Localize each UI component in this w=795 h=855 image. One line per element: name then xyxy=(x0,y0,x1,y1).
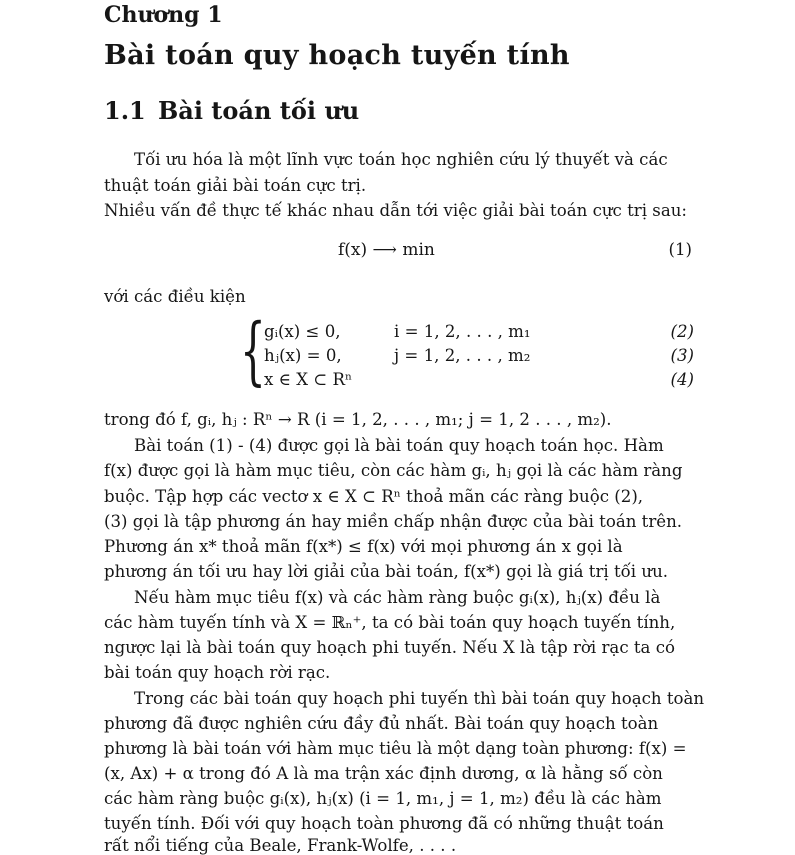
paragraph-line: thuật toán giải bài toán cực trị. xyxy=(104,176,367,195)
body-line: (x, Ax) + α trong đó A là ma trận xác định dương, α là hằng số còn xyxy=(104,764,663,783)
body-line: Nếu hàm mục tiêu f(x) và các hàm ràng buộc gᵢ(x), hⱼ(x) đều là xyxy=(134,588,661,607)
body-line: f(x) được gọi là hàm mục tiêu, còn các hàm gᵢ, hⱼ gọi là các hàm ràng xyxy=(104,461,683,480)
system-row-tag: (4) xyxy=(670,370,694,389)
equation-1-number: (1) xyxy=(668,240,692,259)
body-line: phương án tối ưu hay lời giải của bài toán, f(x*) gọi là giá trị tối ưu. xyxy=(104,562,669,581)
body-line: phương đã được nghiên cứu đầy đủ nhất. Bài toán quy hoạch toàn xyxy=(104,714,659,733)
system-row-lhs: hⱼ(x) = 0, xyxy=(264,346,342,365)
system-row-tag: (2) xyxy=(670,322,694,341)
paragraph-line: Tối ưu hóa là một lĩnh vực toán học nghiên cứu lý thuyết và các xyxy=(134,150,668,169)
chapter-title: Bài toán quy hoạch tuyến tính xyxy=(104,40,570,71)
body-line: bài toán quy hoạch rời rạc. xyxy=(104,663,331,682)
body-line: ngược lại là bài toán quy hoạch phi tuyến. Nếu X là tập rời rạc ta có xyxy=(104,638,676,657)
system-row-rhs: j = 1, 2, . . . , m₂ xyxy=(394,346,531,365)
body-line: các hàm ràng buộc gᵢ(x), hⱼ(x) (i = 1, m₁, j = 1, m₂) đều là các hàm xyxy=(104,789,662,808)
body-line: rất nổi tiếng của Beale, Frank-Wolfe, . . . . xyxy=(104,836,457,855)
system-brace: { xyxy=(240,308,266,394)
section-heading xyxy=(104,96,359,125)
chapter-label: Chương 1 xyxy=(104,2,223,28)
section-number: 1.1 xyxy=(104,96,146,125)
body-line: Bài toán (1) - (4) được gọi là bài toán quy hoạch toán học. Hàm xyxy=(134,436,664,455)
body-line: Trong các bài toán quy hoạch phi tuyến thì bài toán quy hoạch toàn xyxy=(134,689,705,708)
section-title: Bài toán tối ưu xyxy=(158,96,360,125)
body-line: các hàm tuyến tính và X = ℝₙ⁺, ta có bài toán quy hoạch tuyến tính, xyxy=(104,613,676,632)
system-row-lhs: x ∈ X ⊂ Rⁿ xyxy=(264,370,353,389)
body-line: buộc. Tập hợp các vectơ x ∈ X ⊂ Rⁿ thoả mãn các ràng buộc (2), xyxy=(104,487,644,506)
body-line: Phương án x* thoả mãn f(x*) ≤ f(x) với mọi phương án x gọi là xyxy=(104,537,623,556)
body-line: (3) gọi là tập phương án hay miền chấp nhận được của bài toán trên. xyxy=(104,512,683,531)
equation-1-expression: f(x) ⟶ min xyxy=(338,240,435,260)
body-line: trong đó f, gᵢ, hⱼ : Rⁿ → R (i = 1, 2, . . . , m₁; j = 1, 2 . . . , m₂). xyxy=(104,410,612,429)
conditions-label: với các điều kiện xyxy=(104,287,246,306)
body-line: tuyến tính. Đối với quy hoạch toàn phương đã có những thuật toán xyxy=(104,814,664,833)
system-row-rhs: i = 1, 2, . . . , m₁ xyxy=(394,322,531,341)
system-row-tag: (3) xyxy=(670,346,694,365)
system-row-lhs: gᵢ(x) ≤ 0, xyxy=(264,322,341,341)
body-line: phương là bài toán với hàm mục tiêu là một dạng toàn phương: f(x) = xyxy=(104,739,687,758)
paragraph-line: Nhiều vấn đề thực tế khác nhau dẫn tới việc giải bài toán cực trị sau: xyxy=(104,201,687,220)
